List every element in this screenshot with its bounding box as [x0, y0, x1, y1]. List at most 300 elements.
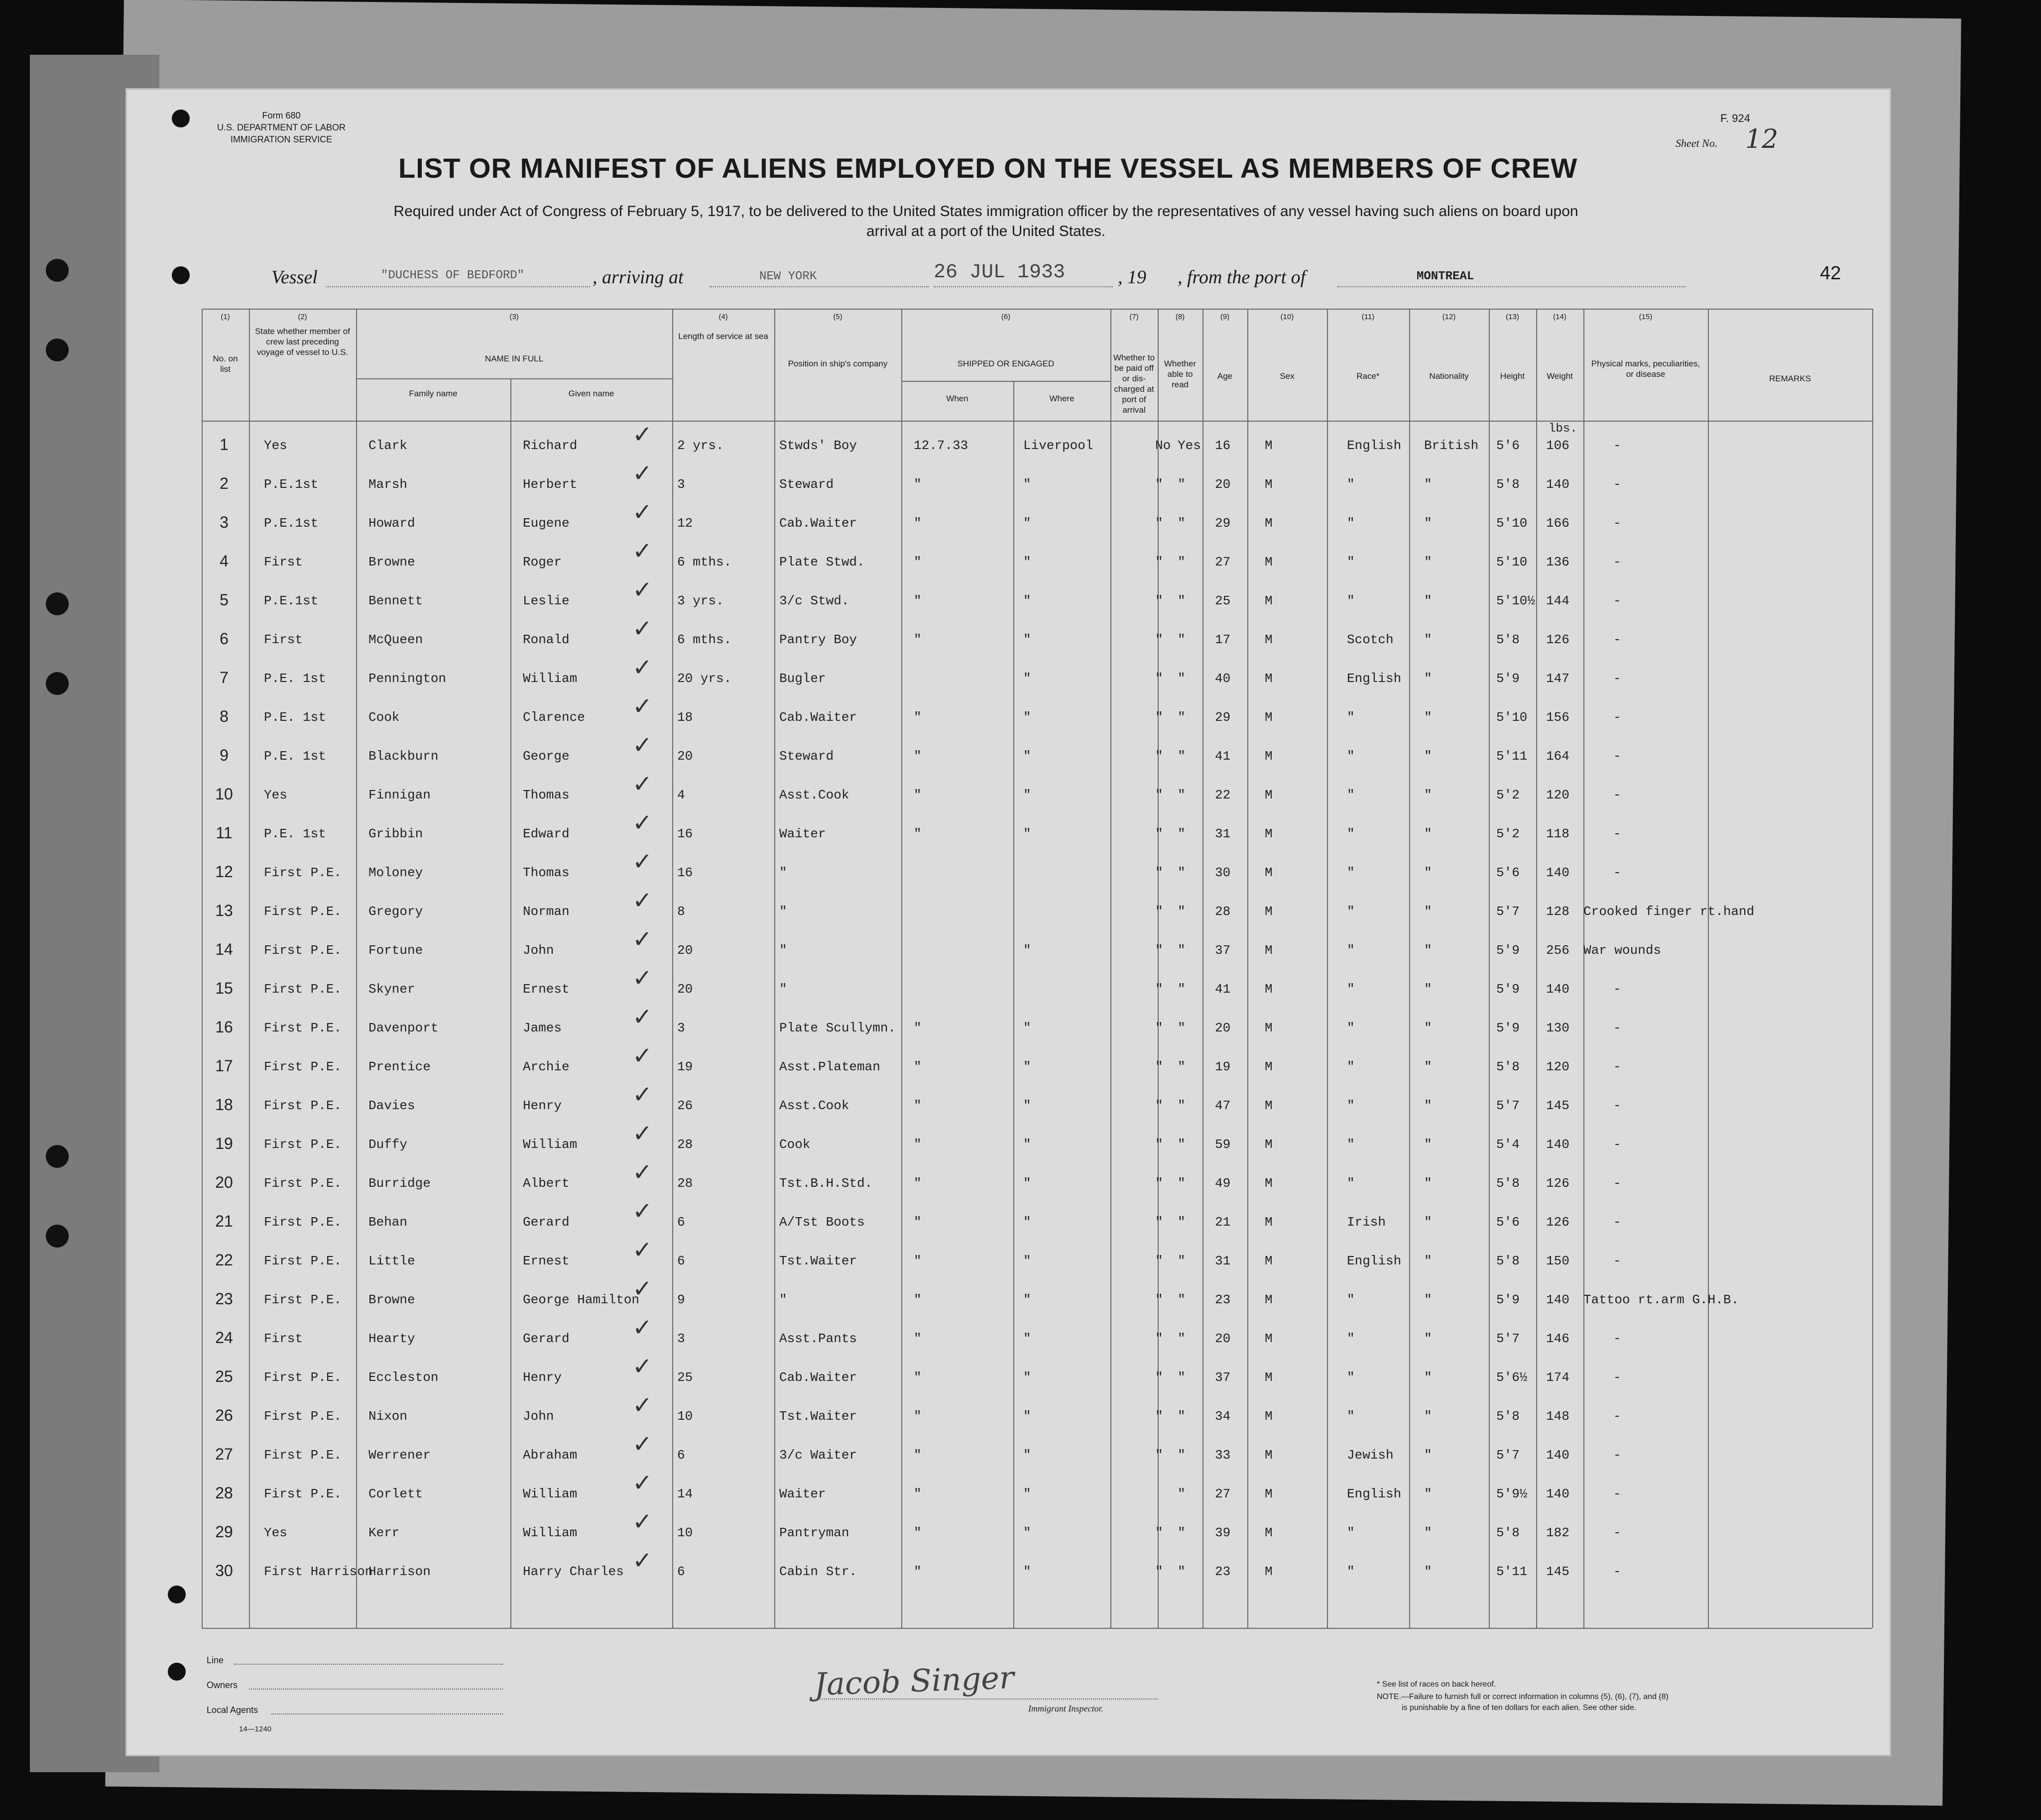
weight: 106 — [1546, 438, 1569, 453]
state-whether: First P.E. — [264, 1021, 342, 1035]
physical-marks: - — [1613, 1564, 1621, 1579]
length-of-service: 8 — [677, 904, 685, 919]
state-whether: First P.E. — [264, 1253, 342, 1268]
header-no-on-list: No. on list — [213, 354, 238, 374]
checkmark-icon: ✓ — [632, 421, 653, 449]
race: Scotch — [1347, 632, 1394, 647]
physical-marks: - — [1613, 865, 1621, 880]
height: 5'8 — [1496, 1176, 1520, 1191]
agents-dotline — [271, 1713, 503, 1714]
able-to-read: " — [1178, 1292, 1186, 1307]
checkmark-icon: ✓ — [632, 1003, 653, 1031]
state-whether: Yes — [264, 438, 287, 453]
position: " — [779, 943, 787, 958]
checkmark-icon: ✓ — [632, 1391, 653, 1419]
nationality: " — [1424, 982, 1432, 997]
family-name: Clark — [368, 438, 408, 453]
form-code: 14—1240 — [239, 1725, 272, 1733]
column-rule — [356, 309, 357, 1628]
given-name: William — [523, 671, 578, 686]
checkmark-icon: ✓ — [632, 1430, 653, 1458]
age: 23 — [1215, 1292, 1231, 1307]
header-paid-off: Whether to be paid off or dis-charged at port of arrival — [1113, 353, 1155, 415]
position: Asst.Pants — [779, 1331, 857, 1346]
family-name: Little — [368, 1253, 415, 1268]
height: 5'11 — [1496, 749, 1528, 764]
physical-marks: - — [1613, 1137, 1621, 1152]
arriving-label: , arriving at — [593, 267, 684, 288]
checkmark-icon: ✓ — [632, 654, 653, 682]
line-dotline — [234, 1664, 503, 1665]
shipped-where: " — [1023, 1098, 1031, 1113]
able-to-read: " — [1178, 1525, 1186, 1540]
sex: M — [1265, 1098, 1273, 1113]
able-to-read: " — [1178, 1486, 1186, 1501]
paid-off: " — [1155, 1176, 1163, 1191]
given-name: William — [523, 1137, 578, 1152]
race: " — [1347, 982, 1355, 997]
given-name: Gerard — [523, 1215, 570, 1230]
given-name: Thomas — [523, 865, 570, 880]
nationality: " — [1424, 555, 1432, 569]
row-number: 29 — [215, 1523, 233, 1541]
position: Bugler — [779, 671, 826, 686]
row-number: 16 — [215, 1018, 233, 1036]
inspector-label: Immigrant Inspector. — [1028, 1704, 1103, 1713]
weight: 136 — [1546, 555, 1569, 569]
state-whether: First P.E. — [264, 1215, 342, 1230]
age: 47 — [1215, 1098, 1231, 1113]
nationality: " — [1424, 1137, 1432, 1152]
weight: 145 — [1546, 1564, 1569, 1579]
given-name: Herbert — [523, 477, 578, 492]
weight: 256 — [1546, 943, 1569, 958]
height: 5'7 — [1496, 904, 1520, 919]
year-label: , 19 — [1118, 267, 1146, 288]
row-number: 19 — [215, 1135, 233, 1152]
row-number: 18 — [215, 1096, 233, 1114]
shipped-when: " — [914, 1176, 922, 1191]
shipped-when: " — [914, 1021, 922, 1035]
state-whether: First P.E. — [264, 1292, 342, 1307]
physical-marks: - — [1613, 1409, 1621, 1424]
state-whether: First P.E. — [264, 904, 342, 919]
age: 22 — [1215, 788, 1231, 802]
column-number: (7) — [1129, 313, 1139, 321]
paid-off: " — [1155, 1370, 1163, 1385]
inspector-signature: Jacob Singer — [813, 1659, 1015, 1703]
race: English — [1347, 1253, 1402, 1268]
height: 5'6½ — [1496, 1370, 1528, 1385]
row-number: 1 — [220, 436, 229, 454]
state-whether: First P.E. — [264, 1176, 342, 1191]
sex: M — [1265, 1525, 1273, 1540]
shipped-where: " — [1023, 555, 1031, 569]
weight: 148 — [1546, 1409, 1569, 1424]
page-title: LIST OR MANIFEST OF ALIENS EMPLOYED ON THE VESSEL AS MEMBERS OF CREW — [398, 152, 1578, 184]
age: 39 — [1215, 1525, 1231, 1540]
given-name: Harry Charles — [523, 1564, 624, 1579]
row-number: 5 — [220, 591, 229, 609]
age: 40 — [1215, 671, 1231, 686]
physical-marks: - — [1613, 516, 1621, 531]
sex: M — [1265, 1486, 1273, 1501]
race: " — [1347, 1021, 1355, 1035]
paid-off: " — [1155, 1059, 1163, 1074]
header-able-read: Whether able to read — [1164, 359, 1197, 389]
state-whether: First P.E. — [264, 1486, 342, 1501]
row-number: 7 — [220, 669, 229, 686]
checkmark-icon: ✓ — [632, 770, 653, 798]
given-name: Roger — [523, 555, 562, 569]
given-name: Norman — [523, 904, 570, 919]
row-number: 8 — [220, 707, 229, 725]
position: Asst.Cook — [779, 1098, 849, 1113]
shipped-where: " — [1023, 788, 1031, 802]
family-name: Cook — [368, 710, 400, 725]
position: Cab.Waiter — [779, 710, 857, 725]
header-race: Race* — [1356, 371, 1380, 381]
shipped-when: " — [914, 632, 922, 647]
shipped-where: " — [1023, 1215, 1031, 1230]
nationality: " — [1424, 1525, 1432, 1540]
height: 5'8 — [1496, 632, 1520, 647]
column-number: (13) — [1506, 313, 1519, 321]
able-to-read: " — [1178, 632, 1186, 647]
nationality: British — [1424, 438, 1479, 453]
shipped-when: " — [914, 826, 922, 841]
position: Cabin Str. — [779, 1564, 857, 1579]
able-to-read: " — [1178, 1098, 1186, 1113]
state-whether: First P.E. — [264, 865, 342, 880]
age: 31 — [1215, 1253, 1231, 1268]
given-name: Thomas — [523, 788, 570, 802]
checkmark-icon: ✓ — [632, 1314, 653, 1342]
checkmark-icon: ✓ — [632, 1197, 653, 1225]
age: 59 — [1215, 1137, 1231, 1152]
race: " — [1347, 593, 1355, 608]
physical-marks: - — [1613, 1448, 1621, 1463]
weight: 140 — [1546, 1137, 1569, 1152]
position: Plate Scullymn. — [779, 1021, 896, 1035]
age: 49 — [1215, 1176, 1231, 1191]
column-number: (11) — [1361, 313, 1375, 321]
paid-off: " — [1155, 1215, 1163, 1230]
race: " — [1347, 1564, 1355, 1579]
family-name: Prentice — [368, 1059, 431, 1074]
sex: M — [1265, 943, 1273, 958]
column-rule — [1327, 309, 1328, 1628]
nationality: " — [1424, 749, 1432, 764]
row-number: 2 — [220, 474, 229, 492]
shipped-when: " — [914, 1448, 922, 1463]
state-whether: First P.E. — [264, 943, 342, 958]
height: 5'8 — [1496, 477, 1520, 492]
checkmark-icon: ✓ — [632, 731, 653, 759]
able-to-read: " — [1178, 943, 1186, 958]
shipped-when: 12.7.33 — [914, 438, 968, 453]
weight: 164 — [1546, 749, 1569, 764]
sex: M — [1265, 593, 1273, 608]
row-number: 12 — [215, 863, 233, 881]
sex: M — [1265, 516, 1273, 531]
shipped-when: " — [914, 1215, 922, 1230]
shipped-when: " — [914, 477, 922, 492]
race: " — [1347, 904, 1355, 919]
checkmark-icon: ✓ — [632, 925, 653, 953]
sex: M — [1265, 788, 1273, 802]
age: 20 — [1215, 1021, 1231, 1035]
family-name: Gregory — [368, 904, 423, 919]
age: 17 — [1215, 632, 1231, 647]
nationality: " — [1424, 671, 1432, 686]
owners-dotline — [249, 1689, 503, 1690]
length-of-service: 6 mths. — [677, 632, 732, 647]
family-name: Davies — [368, 1098, 415, 1113]
column-number: (8) — [1175, 313, 1185, 321]
age: 31 — [1215, 826, 1231, 841]
paid-off: " — [1155, 788, 1163, 802]
sex: M — [1265, 826, 1273, 841]
checkmark-icon: ✓ — [632, 459, 653, 487]
age: 20 — [1215, 1331, 1231, 1346]
state-whether: Yes — [264, 1525, 287, 1540]
given-name: Henry — [523, 1370, 562, 1385]
length-of-service: 14 — [677, 1486, 693, 1501]
able-to-read: " — [1178, 555, 1186, 569]
nationality: " — [1424, 593, 1432, 608]
date-stamp: 26 JUL 1933 — [934, 261, 1066, 284]
line-label: Line — [207, 1655, 224, 1665]
row-number: 6 — [220, 630, 229, 648]
sex: M — [1265, 1409, 1273, 1424]
sex: M — [1265, 555, 1273, 569]
height: 5'9 — [1496, 1292, 1520, 1307]
paid-off: " — [1155, 1564, 1163, 1579]
position: Tst.Waiter — [779, 1409, 857, 1424]
checkmark-icon: ✓ — [632, 1275, 653, 1303]
race: " — [1347, 1059, 1355, 1074]
physical-marks: - — [1613, 788, 1621, 802]
sex: M — [1265, 1137, 1273, 1152]
column-number: (10) — [1280, 313, 1294, 321]
height: 5'9 — [1496, 1021, 1520, 1035]
age: 19 — [1215, 1059, 1231, 1074]
length-of-service: 20 — [677, 943, 693, 958]
header-state-whether: State whether member of crew last preceding voyage of vessel to U.S. — [255, 327, 350, 357]
length-of-service: 3 — [677, 477, 685, 492]
header-length-service: Length of service at sea — [678, 332, 768, 341]
header-physical-marks: Physical marks, peculiarities, or disease — [1591, 359, 1700, 379]
height: 5'7 — [1496, 1331, 1520, 1346]
position: Stwds' Boy — [779, 438, 857, 453]
given-name: Albert — [523, 1176, 570, 1191]
header-sex: Sex — [1280, 371, 1295, 381]
physical-marks: - — [1613, 1486, 1621, 1501]
family-name: Burridge — [368, 1176, 431, 1191]
shipped-where: " — [1023, 1253, 1031, 1268]
page-number: 42 — [1820, 263, 1841, 284]
family-name: Browne — [368, 555, 415, 569]
sex: M — [1265, 1448, 1273, 1463]
length-of-service: 16 — [677, 826, 693, 841]
column-rule — [1872, 309, 1873, 1628]
shipped-when: " — [914, 1370, 922, 1385]
row-number: 13 — [215, 902, 233, 919]
height: 5'10 — [1496, 516, 1528, 531]
able-to-read: " — [1178, 1331, 1186, 1346]
age: 21 — [1215, 1215, 1231, 1230]
position: " — [779, 1292, 787, 1307]
row-number: 4 — [220, 552, 229, 570]
state-whether: First P.E. — [264, 1409, 342, 1424]
binder-hole — [168, 1586, 186, 1603]
shipped-when: " — [914, 1098, 922, 1113]
nationality: " — [1424, 1409, 1432, 1424]
weight: 120 — [1546, 1059, 1569, 1074]
able-to-read: " — [1178, 826, 1186, 841]
position: Tst.Waiter — [779, 1253, 857, 1268]
nationality: " — [1424, 1021, 1432, 1035]
agents-label: Local Agents — [207, 1705, 258, 1715]
sex: M — [1265, 1253, 1273, 1268]
header-bottom-rule — [202, 421, 1872, 422]
arriving-dotline — [710, 286, 929, 287]
checkmark-icon: ✓ — [632, 848, 653, 876]
nationality: " — [1424, 1292, 1432, 1307]
nationality: " — [1424, 710, 1432, 725]
weight: 147 — [1546, 671, 1569, 686]
shipped-where: " — [1023, 1137, 1031, 1152]
physical-marks: - — [1613, 826, 1621, 841]
paid-off: " — [1155, 671, 1163, 686]
row-number: 25 — [215, 1367, 233, 1385]
nationality: " — [1424, 1253, 1432, 1268]
physical-marks: - — [1613, 632, 1621, 647]
position: Steward — [779, 477, 834, 492]
able-to-read: " — [1178, 1253, 1186, 1268]
family-name: Davenport — [368, 1021, 439, 1035]
length-of-service: 18 — [677, 710, 693, 725]
length-of-service: 10 — [677, 1409, 693, 1424]
row-number: 3 — [220, 513, 229, 531]
column-number: (1) — [221, 313, 230, 321]
length-of-service: 3 — [677, 1021, 685, 1035]
shipped-where: " — [1023, 1564, 1031, 1579]
shipped-when: " — [914, 1409, 922, 1424]
vessel-label: Vessel — [271, 267, 318, 288]
shipped-where: Liverpool — [1023, 438, 1093, 453]
checkmark-icon: ✓ — [632, 1081, 653, 1109]
paid-off: " — [1155, 1331, 1163, 1346]
note-line2: is punishable by a fine of ten dollars for each alien. See other side. — [1402, 1704, 1637, 1712]
weight: 166 — [1546, 516, 1569, 531]
physical-marks: - — [1613, 1331, 1621, 1346]
nationality: " — [1424, 1215, 1432, 1230]
race: " — [1347, 1525, 1355, 1540]
manifest-page — [127, 90, 1890, 1755]
state-whether: P.E. 1st — [264, 826, 326, 841]
shipped-where: " — [1023, 943, 1031, 958]
length-of-service: 26 — [677, 1098, 693, 1113]
length-of-service: 10 — [677, 1525, 693, 1540]
family-name: Harrison — [368, 1564, 431, 1579]
state-whether: P.E.1st — [264, 516, 319, 531]
checkmark-icon: ✓ — [632, 1042, 653, 1070]
age: 28 — [1215, 904, 1231, 919]
able-to-read: " — [1178, 749, 1186, 764]
row-number: 27 — [215, 1445, 233, 1463]
able-to-read: " — [1178, 788, 1186, 802]
row-number: 9 — [220, 746, 229, 764]
family-name: Blackburn — [368, 749, 439, 764]
length-of-service: 20 — [677, 749, 693, 764]
sex: M — [1265, 1564, 1273, 1579]
age: 33 — [1215, 1448, 1231, 1463]
state-whether: First P.E. — [264, 1370, 342, 1385]
length-of-service: 28 — [677, 1176, 693, 1191]
shipped-when: " — [914, 1137, 922, 1152]
row-number: 17 — [215, 1057, 233, 1075]
shipped-where: " — [1023, 477, 1031, 492]
able-to-read: " — [1178, 1176, 1186, 1191]
binder-hole — [46, 672, 69, 695]
position: 3/c Waiter — [779, 1448, 857, 1463]
weight: 144 — [1546, 593, 1569, 608]
header-shipped: SHIPPED OR ENGAGED — [957, 359, 1055, 368]
column-rule — [1247, 309, 1248, 1628]
able-to-read: " — [1178, 710, 1186, 725]
length-of-service: 19 — [677, 1059, 693, 1074]
height: 5'8 — [1496, 1409, 1520, 1424]
shipped-where: " — [1023, 1331, 1031, 1346]
age: 29 — [1215, 710, 1231, 725]
sex: M — [1265, 1331, 1273, 1346]
weight: 120 — [1546, 788, 1569, 802]
binder-hole — [46, 1145, 69, 1168]
height: 5'9½ — [1496, 1486, 1528, 1501]
row-number: 14 — [215, 940, 233, 958]
column-rule — [1202, 309, 1203, 1628]
race: English — [1347, 438, 1402, 453]
column-rule — [901, 309, 902, 1628]
sex: M — [1265, 982, 1273, 997]
state-whether: P.E.1st — [264, 477, 319, 492]
family-name: Werrener — [368, 1448, 431, 1463]
column-number: (6) — [1001, 313, 1011, 321]
binder-hole — [46, 339, 69, 361]
binder-hole — [172, 266, 190, 284]
race: " — [1347, 1331, 1355, 1346]
shipped-where: " — [1023, 1525, 1031, 1540]
weight: 130 — [1546, 1021, 1569, 1035]
row-number: 22 — [215, 1251, 233, 1269]
able-to-read: " — [1178, 865, 1186, 880]
vessel-name: "DUCHESS OF BEDFORD" — [381, 269, 525, 282]
weight: 126 — [1546, 1215, 1569, 1230]
race: " — [1347, 555, 1355, 569]
header-weight: Weight — [1547, 371, 1573, 381]
height: 5'8 — [1496, 1525, 1520, 1540]
family-name: Howard — [368, 516, 415, 531]
form-number — [197, 110, 366, 145]
family-name: Eccleston — [368, 1370, 439, 1385]
nationality: " — [1424, 1448, 1432, 1463]
header-when: When — [946, 394, 968, 403]
nationality: " — [1424, 904, 1432, 919]
state-whether: First P.E. — [264, 982, 342, 997]
weight: 140 — [1546, 477, 1569, 492]
